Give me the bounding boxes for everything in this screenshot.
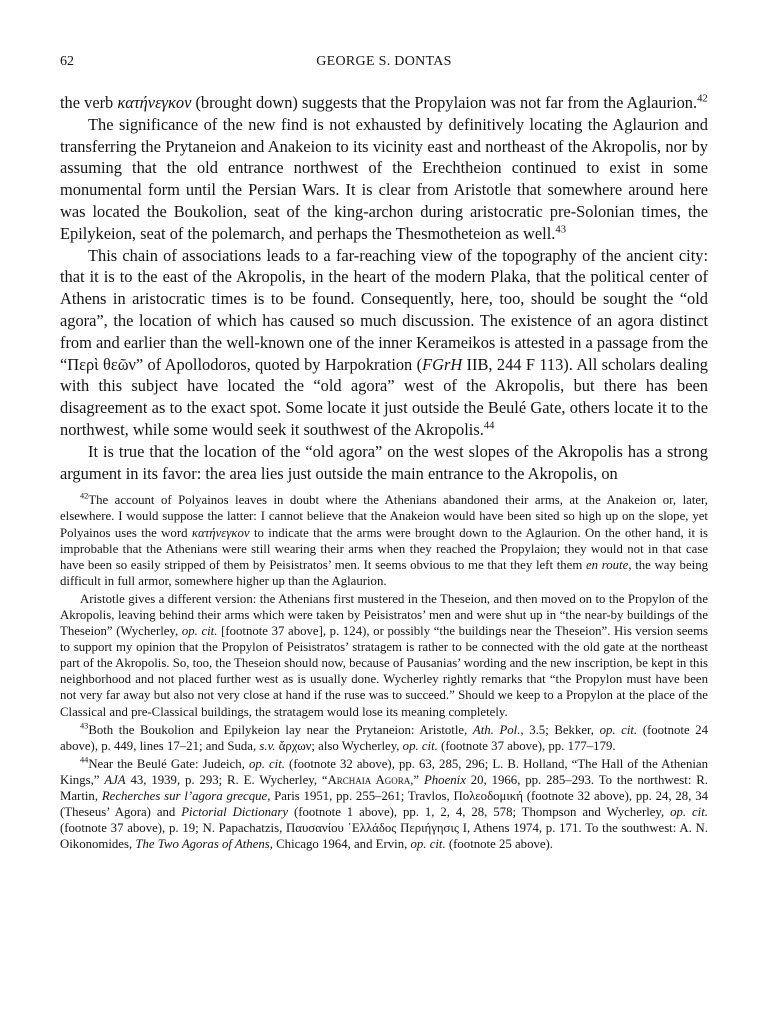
paragraph-1: the verb κατήνεγκον (brought down) suggests that the Propylaion was not far from the Aglaurion.$^{42}$ xyxy=(60,93,708,112)
paragraph-3: This chain of associations leads to a far-reaching view of the topography of the ancient city: that it is to the east of the Akropolis, in the heart of the modern Plaka, that the political center of Athens in aristocratic times is to be found. Consequently, here, too, should be sought the “old agora”, the location of which has caused so much discussion. The existence of an agora distinct from and earlier than the well-known one of the inner Kerameikos is attested in a passage from the “Περὶ θεῶν” of Apollodoros, quoted by Harpokration (FGrH IIB, 244 F 113). All scholars dealing with this subject have located the “old agora” west of the Akropolis, but there has been disagreement as to the exact spot. Some locate it just outside the Beulé Gate, others locate it to the northwest, while some would seek it southwest of the Akropolis.$^{44}$ xyxy=(60,245,708,439)
footnote-ref-43: 43 xyxy=(555,224,567,236)
footnote-ref-42: 42 xyxy=(697,93,708,105)
footnote-42-continued: Aristotle gives a different version: the Athenians first mustered in the Theseion, and then moved on to the Propylon of the Akropolis, leaving behind their arms which were taken by Peisistratos’ men and were shut up in “the near-by buildings of the Theseion” (Wycherley, op. cit. [footnote 37 above], p. 124), or possibly “the buildings near the Theseion”. His version seems to support my opinion that the Propylon of Peisistratos’ stratagem is rather to be connected with the old gate at the northeast part of the Akropolis. So, too, the Theseion should now, because of Pausanias’ wording and the new inscription, be kept in this neighborhood and not placed further west as is usually done. Wycherley rightly remarks that “the Propylon must have been not very far away but also not very close at hand if the ruse was to succeed.” Should we keep to a Propylon at the place of the Classical and pre-Classical buildings, the stratagem would lose its meaning completely. xyxy=(60,591,709,719)
body-text xyxy=(60,92,708,484)
footnotes xyxy=(60,492,708,852)
page-number: 62 xyxy=(60,54,74,69)
footnote-42: $^{42}$The account of Polyainos leaves in doubt where the Athenians abandoned their arms, at the Anakeion or, later, elsewhere. I would suppose the latter: I cannot believe that the Anakeion would have been sited so high up on the slope, yet Polyainos uses the word κατήνεγκον to indicate that the arms were brought down to the Aglaurion. On the other hand, it is improbable that the Athenians were still wearing their arms when they reached the Propylaion; they would not in that case have been so easily stripped of them by Peisistratos’ men. It seems obvious to me that they left them en route, the way being difficult in full armor, somewhere higher up than the Aglaurion. xyxy=(60,492,708,588)
footnote-ref-44: 44 xyxy=(483,420,495,432)
page-header xyxy=(60,48,708,72)
footnote-44: $^{44}$Near the Beulé Gate: Judeich, op. cit. (footnote 32 above), pp. 63, 285, 296; L. B. Holland, “The Hall of the Athenian Kings,” AJA 43, 1939, p. 293; R. E. Wycherley, “Archaia Agora,” Phoenix 20, 1966, pp. 285–293. To the northwest: R. Martin, Recherches sur l’agora grecque, Paris 1951, pp. 255–261; Travlos, Πολεοδομική (footnote 32 above), pp. 24, 28, 34 (Theseus’ Agora) and Pictorial Dictionary (footnote 1 above), pp. 1, 2, 4, 28, 578; Thompson and Wycherley, op. cit. (footnote 37 above), p. 19; N. Papachatzis, Παυσανίου ῾Ελλάδος Περιήγησις I, Athens 1974, p. 171. To the southwest: A. N. Oikonomides, The Two Agoras of Athens, Chicago 1964, and Ervin, op. cit. (footnote 25 above). xyxy=(60,755,709,852)
running-head: GEORGE S. DONTAS xyxy=(316,54,452,69)
paragraph-2: The significance of the new find is not exhausted by definitively locating the Aglaurion and transferring the Prytaneion and Anakeion to its vicinity east and northeast of the Akropolis, nor by assuming that the old entrance northwest of the Erechtheion continued to exist in some monumental form until the Persian Wars. It is clear from Aristotle that somewhere around here was located the Boukolion, seat of the king-archon during aristocratic pre-Solonian times, the Epilykeion, seat of the polemarch, and perhaps the Thesmotheteion as well.$^{43}$ xyxy=(60,114,708,243)
page xyxy=(60,48,708,854)
footnote-43: $^{43}$Both the Boukolion and Epilykeion lay near the Prytaneion: Aristotle, Ath. Pol., 3.5; Bekker, op. cit. (footnote 24 above), p. 449, lines 17–21; and Suda, s.v. ἄρχων; also Wycherley, op. cit. (footnote 37 above), pp. 177–179. xyxy=(60,721,709,753)
paragraph-4: It is true that the location of the “old agora” on the west slopes of the Akropolis has a strong argument in its favor: the area lies just outside the main entrance to the Akropolis, on xyxy=(60,441,708,483)
